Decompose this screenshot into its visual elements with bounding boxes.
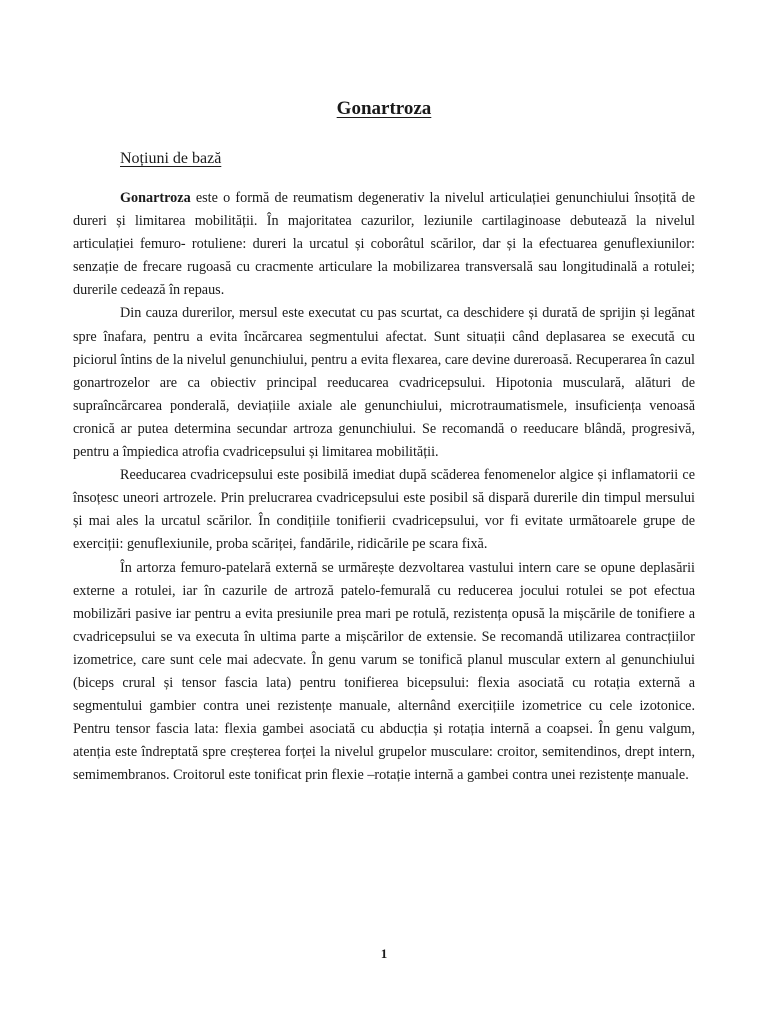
page-number: 1 — [380, 946, 388, 961]
paragraph-1 — [73, 187, 695, 302]
paragraph-4: În artorza femuro-patelară externă se urmărește dezvoltarea vastului intern care se opune deplasării externe a rotulei, iar în cazurile de artroză patelo-femurală cu reducerea jocului rotulei se pot efectua mobilizări pasive iar pentru a evita presiunile prea mari pe rotulă, rezistența opusă la mișcările de tonifiere a cvadricepsului se va executa în ultima parte a mișcărilor de extensie. Se recomandă utilizarea contracțiilor izometrice, care sunt cele mai adecvate. În genu varum se tonifică planul muscular extern al genunchiului (biceps crural și tensor fascia lata) pentru tonifierea bicepsului: flexia asociată cu rotația externă a segmentului gambier contra unei rezistențe manuale, alternând exercițiile izometrice cu cele izotonice. Pentru tensor fascia lata: flexia gambei asociată cu abducția și rotația internă a coapsei. În genu valgum, atenția este îndreptată spre creșterea forței la nivelul grupelor musculare: croitor, semitendinos, drept intern, semimembranos. Croitorul este tonificat prin flexie –rotație internă a gambei contra unei rezistențe manuale. — [73, 559, 695, 784]
body-text — [73, 187, 695, 787]
paragraph-2: Din cauza durerilor, mersul este executat cu pas scurtat, ca deschidere și durată de sprijin și legănat spre înafara, pentru a evita încărcarea segmentului afectat. Sunt situații când deplasarea se execută cu piciorul întins de la nivelul genunchiului, pentru a evita flexarea, care devine dureroasă. Recuperarea în cazul gonartrozelor are ca obiectiv principal reeducarea cvadricepsului. Hipotonia musculară, alături de supraîncărcarea ponderală, deviațiile axiale ale genunchiului, microtraumatismele, insuficiența venoasă cronică ar putea determina secundar artroza genunchiului. Se recomandă o reeducare blândă, progresivă, pentru a împiedica atrofia cvadricepsului și limitarea mobilității. — [73, 305, 695, 461]
paragraph-1-text: este o formă de reumatism degenerativ la nivelul articulației genunchiului însoțită de dureri și limitarea mobilității. În majoritatea cazurilor, leziunile cartilaginoase debutează la nivelul articulației femuro- rotuliene: dureri la urcatul și coborâtul scărilor, dar și la efectuarea genuflexiunilor: senzație de frecare rugoasă cu cracmente articulare la mobilizarea transversală sau longitudinală a rotulei; durerile cedează în repaus. — [73, 190, 695, 299]
page-title: Gonartroza — [336, 98, 432, 119]
paragraph-1-lead: Gonartroza — [120, 190, 191, 206]
section-heading: Noțiuni de bază — [120, 150, 222, 167]
paragraph-3: Reeducarea cvadricepsului este posibilă imediat după scăderea fenomenelor algice și inflamatorii ce însoțesc uneori artrozele. Prin prelucrarea cvadricepsului este posibil să dispară durerile din timpul mersului și mai ales la urcatul scărilor. În condițiile tonifierii cvadricepsului, vor fi evitate următoarele grupe de exerciții: genuflexiunile, proba scăriței, fandările, ridicările pe scara fixă. — [73, 467, 695, 553]
